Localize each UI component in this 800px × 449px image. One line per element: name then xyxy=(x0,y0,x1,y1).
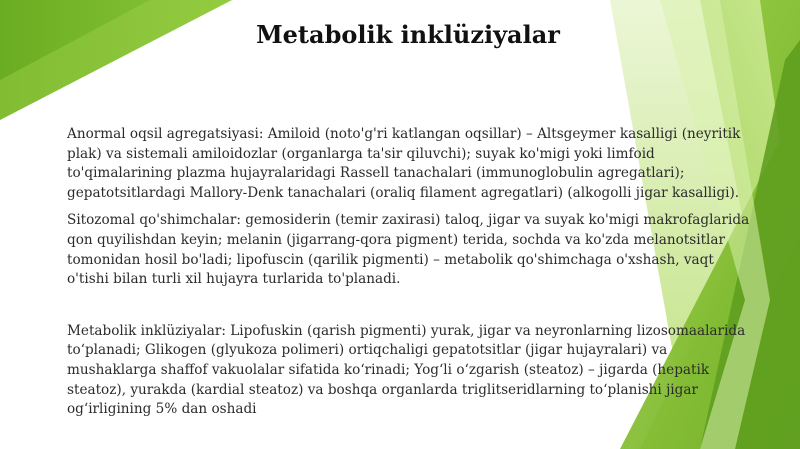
slide-title: Metabolik inklüziyalar xyxy=(256,20,560,49)
paragraph-metabolic-inclusions: Metabolik inklüziyalar: Lipofuskin (qarish pigmenti) yurak, jigar va neyronlarning lizosomaalarida toʻplanadi; Glikogen (glyukoza polimeri) ortiqchaligi gepatotsitlar (jigar hujayralari) va mushaklarga shaffof vakuolalar sifatida koʻrinadi; Yogʻli oʻzgarish (steatoz) – jigarda (hepatik steatoz), yurakda (kardial steatoz) va boshqa organlarda triglitseridlarning toʻplanishi jigar ogʻirligining 5% dan oshadi xyxy=(67,322,746,418)
paragraph-abnormal-protein: Anormal oqsil agregatsiyasi: Amiloid (noto'g'ri katlangan oqsillar) – Altsgeymer kasalligi (neyritik plak) va sistemali amiloidozlar (organlarga ta'sir qiluvchi); suyak ko'migi yoki limfoid to'qimalarining plazma hujayralaridagi Rassell tanachalari (immunoglobulin agregatlari); gepatotsitlardagi Mallory-Denk tanachalari (oraliq filament agregatlari) (alkogolli jigar kasalligi). xyxy=(67,126,741,201)
paragraph-cytosolic-inclusions: Sitozomal qo'shimchalar: gemosiderin (temir zaxirasi) taloq, jigar va suyak ko'migi makrofaglarida qon quyilishdan keyin; melanin (jigarrang-qora pigment) terida, sochda va ko'zda melanotsitlar tomonidan hosil bo'ladi; lipofuscin (qarilik pigmenti) – metabolik qo'shimchaga o'xshash, vaqt o'tishi bilan turli xil hujayra turlarida to'planadi. xyxy=(67,212,750,288)
slide-body xyxy=(67,125,757,420)
